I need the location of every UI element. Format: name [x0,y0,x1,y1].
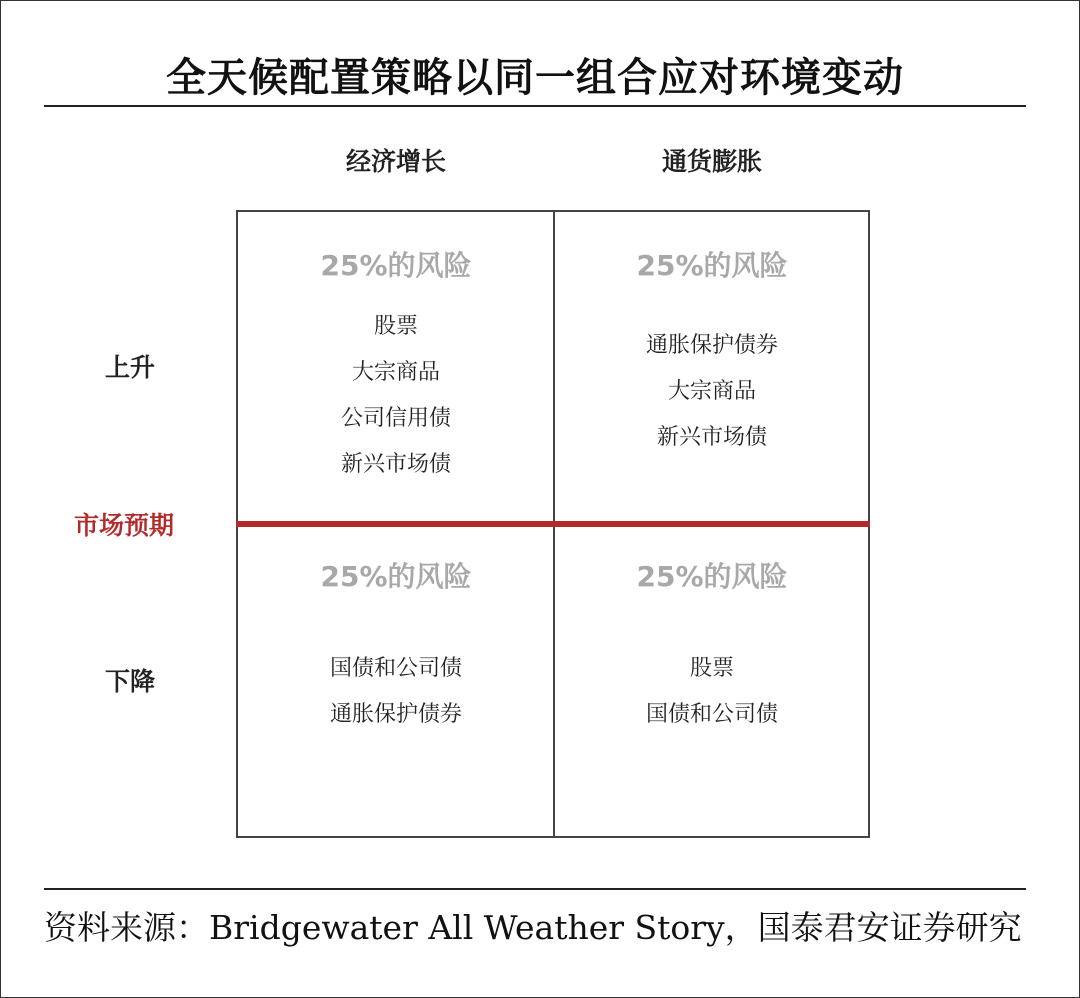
row-header-falling: 下降 [104,667,155,696]
cell-growth-rising [238,246,554,488]
source-note: 资料来源：Bridgewater All Weather Story，国泰君安证券研究 [44,908,1022,947]
column-header-growth: 经济增长 [345,147,446,176]
market-expectation-line [236,521,870,527]
risk-share-label: 25%的风险 [636,560,788,593]
asset-item: 大宗商品 [667,379,756,404]
row-header-rising: 上升 [104,353,155,382]
asset-item: 大宗商品 [351,360,440,385]
risk-share-label: 25%的风险 [320,560,472,593]
cell-inflation-falling [554,557,870,738]
asset-list [554,646,870,738]
asset-list [238,646,554,738]
source-divider [44,888,1026,890]
asset-item: 通胀保护债券 [645,333,778,358]
risk-share-label: 25%的风险 [636,249,788,282]
asset-item: 国债和公司债 [645,702,778,727]
asset-item: 通胀保护债券 [329,702,462,727]
asset-item: 新兴市场债 [656,425,767,450]
market-expectation-label: 市场预期 [73,511,174,540]
asset-item: 股票 [689,656,734,681]
asset-list [238,304,554,488]
asset-item: 新兴市场债 [340,452,451,477]
title-underline [44,105,1026,107]
risk-share-label: 25%的风险 [320,249,472,282]
asset-item: 股票 [373,314,418,339]
column-header-inflation: 通货膨胀 [661,147,762,176]
asset-item: 国债和公司债 [329,656,462,681]
asset-item: 公司信用债 [340,406,451,431]
cell-growth-falling [238,557,554,738]
asset-list [554,323,870,461]
figure-title: 全天候配置策略以同一组合应对环境变动 [166,54,904,101]
cell-inflation-rising [554,246,870,461]
